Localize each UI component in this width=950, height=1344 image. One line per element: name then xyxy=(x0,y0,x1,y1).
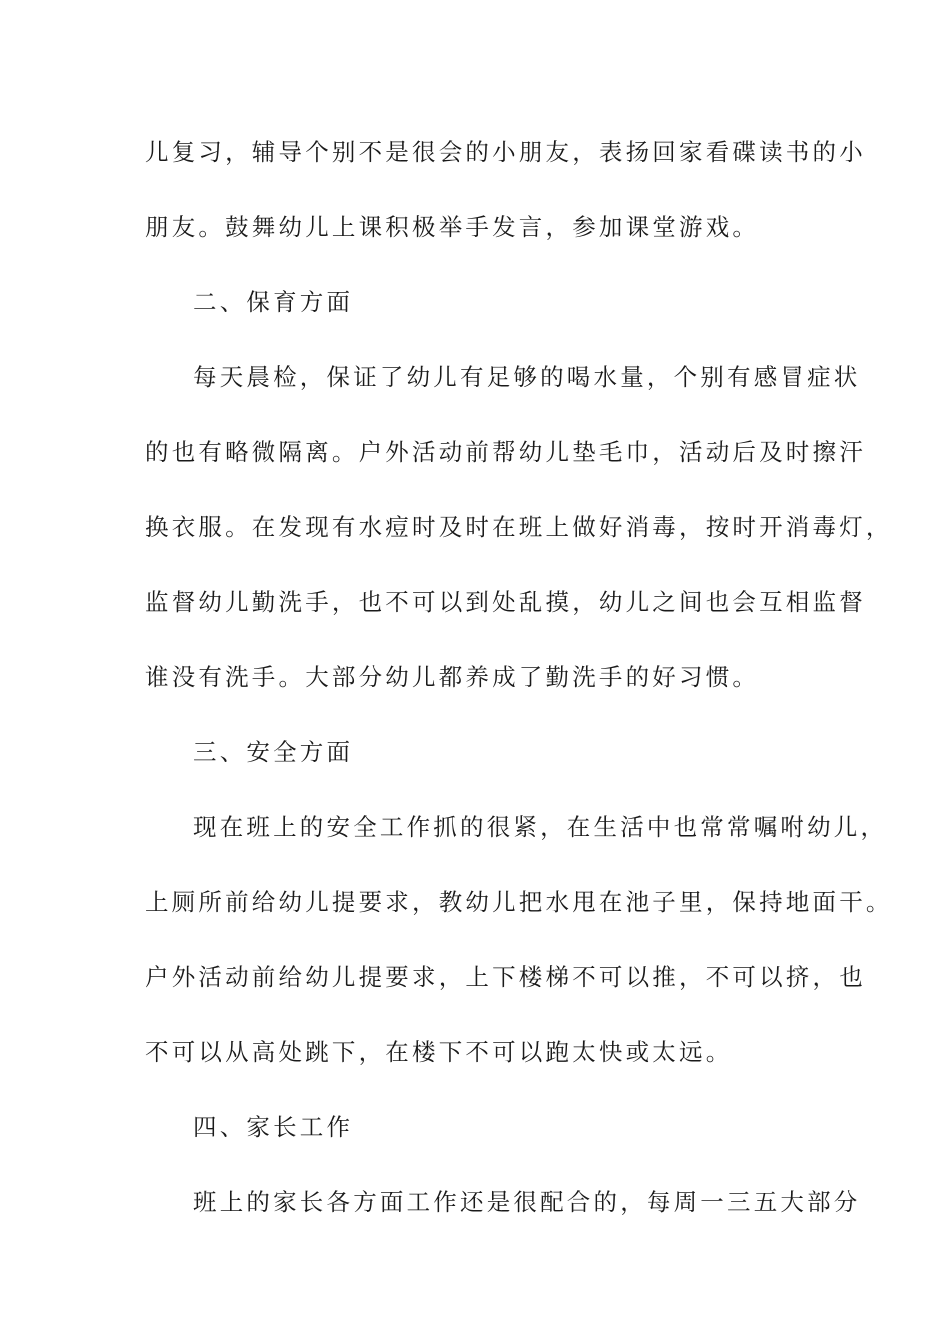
paragraph-line: 不可以从高处跳下，在楼下不可以跑太快或太远。 xyxy=(145,1038,733,1066)
paragraph-line: 上厕所前给幼儿提要求，教幼儿把水甩在池子里，保持地面干。 xyxy=(145,888,893,916)
paragraph-line: 每天晨检，保证了幼儿有足够的喝水量，个别有感冒症状 xyxy=(193,363,861,391)
paragraph-line: 朋友。鼓舞幼儿上课积极举手发言，参加课堂游戏。 xyxy=(145,213,760,241)
paragraph-line: 现在班上的安全工作抓的很紧，在生活中也常常嘱咐幼儿， xyxy=(193,813,888,841)
section-heading-parents: 四、家长工作 xyxy=(193,1113,354,1141)
paragraph-line: 谁没有洗手。大部分幼儿都养成了勤洗手的好习惯。 xyxy=(145,663,760,691)
paragraph-line: 班上的家长各方面工作还是很配合的，每周一三五大部分 xyxy=(193,1188,861,1216)
paragraph-line: 儿复习，辅导个别不是很会的小朋友，表扬回家看碟读书的小 xyxy=(145,138,866,166)
paragraph-line: 户外活动前给幼儿提要求，上下楼梯不可以推，不可以挤，也 xyxy=(145,963,866,991)
section-heading-childcare: 二、保育方面 xyxy=(193,288,354,316)
paragraph-line: 监督幼儿勤洗手，也不可以到处乱摸，幼儿之间也会互相监督 xyxy=(145,588,866,616)
paragraph-line: 换衣服。在发现有水痘时及时在班上做好消毒，按时开消毒灯， xyxy=(145,513,893,541)
section-heading-safety: 三、安全方面 xyxy=(193,738,354,766)
paragraph-line: 的也有略微隔离。户外活动前帮幼儿垫毛巾，活动后及时擦汗 xyxy=(145,438,866,466)
